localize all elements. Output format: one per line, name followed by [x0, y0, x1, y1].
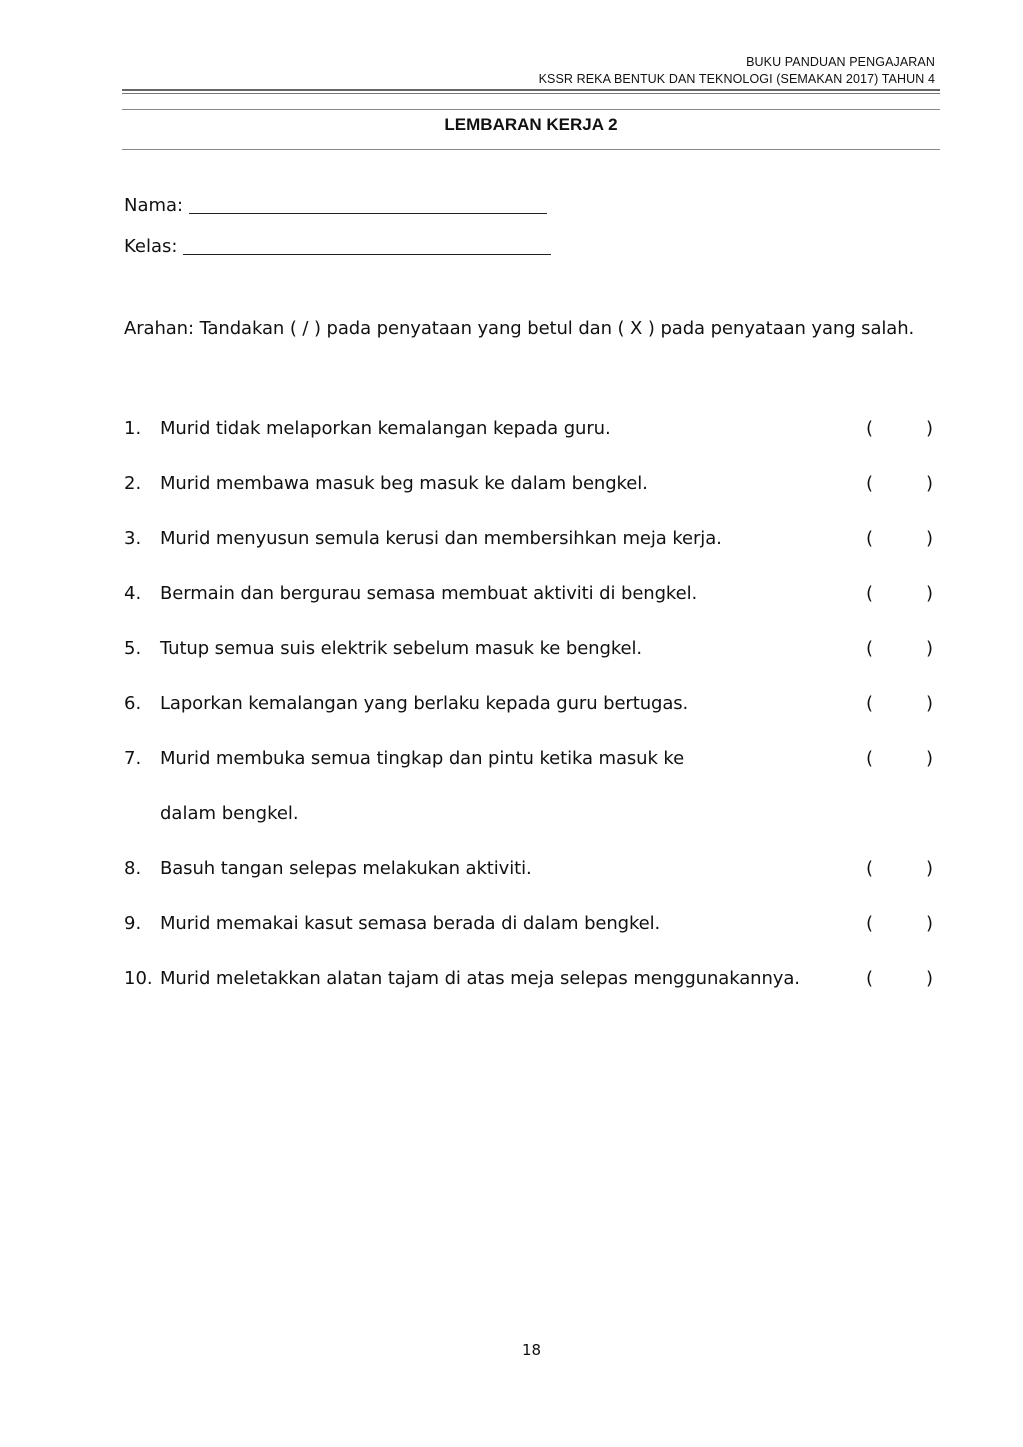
- answer-box-close[interactable]: ): [926, 638, 934, 659]
- question-item: [124, 418, 936, 444]
- title-rule-top: [122, 109, 940, 110]
- question-number: 9.: [124, 913, 142, 934]
- question-number: 7.: [124, 748, 142, 769]
- class-label: Kelas:: [124, 236, 178, 257]
- question-text: Tutup semua suis elektrik sebelum masuk ke bengkel.: [160, 638, 642, 659]
- question-item: [124, 638, 936, 664]
- question-number: 4.: [124, 583, 142, 604]
- answer-box-open[interactable]: (: [866, 583, 874, 604]
- header-rule-thin: [122, 93, 940, 94]
- question-item: [124, 748, 936, 774]
- question-number: 5.: [124, 638, 142, 659]
- question-text: Laporkan kemalangan yang berlaku kepada guru bertugas.: [160, 693, 689, 714]
- name-blank-line[interactable]: [189, 195, 547, 214]
- question-number: 2.: [124, 473, 142, 494]
- header-subject: KSSR REKA BENTUK DAN TEKNOLOGI (SEMAKAN 2017) TAHUN 4: [538, 72, 935, 86]
- answer-box-open[interactable]: (: [866, 748, 874, 769]
- name-field: [124, 195, 547, 216]
- question-number: 10.: [124, 968, 153, 989]
- question-text-continuation: dalam bengkel.: [160, 803, 299, 824]
- answer-box-open[interactable]: (: [866, 418, 874, 439]
- question-item: [124, 858, 936, 884]
- question-item: [124, 528, 936, 554]
- answer-box-open[interactable]: (: [866, 858, 874, 879]
- name-label: Nama:: [124, 195, 184, 216]
- question-item: [124, 968, 936, 994]
- answer-box-open[interactable]: (: [866, 638, 874, 659]
- question-item: [124, 473, 936, 499]
- question-text: Murid memakai kasut semasa berada di dalam bengkel.: [160, 913, 661, 934]
- answer-box-close[interactable]: ): [926, 858, 934, 879]
- answer-box-open[interactable]: (: [866, 528, 874, 549]
- header-book-title: BUKU PANDUAN PENGAJARAN: [746, 55, 935, 69]
- answer-box-open[interactable]: (: [866, 473, 874, 494]
- question-text: Murid meletakkan alatan tajam di atas meja selepas menggunakannya.: [160, 968, 800, 989]
- question-text: Basuh tangan selepas melakukan aktiviti.: [160, 858, 532, 879]
- question-text: Murid membuka semua tingkap dan pintu ketika masuk ke: [160, 748, 685, 769]
- worksheet-title: LEMBARAN KERJA 2: [444, 115, 618, 134]
- answer-box-close[interactable]: ): [926, 473, 934, 494]
- answer-box-close[interactable]: ): [926, 583, 934, 604]
- question-number: 1.: [124, 418, 142, 439]
- answer-box-open[interactable]: (: [866, 693, 874, 714]
- question-number: 6.: [124, 693, 142, 714]
- answer-box-open[interactable]: (: [866, 968, 874, 989]
- answer-box-close[interactable]: ): [926, 968, 934, 989]
- question-text: Murid menyusun semula kerusi dan membersihkan meja kerja.: [160, 528, 722, 549]
- question-item: [124, 913, 936, 939]
- question-item: [124, 693, 936, 719]
- instruction-text: Arahan: Tandakan ( / ) pada penyataan yang betul dan ( X ) pada penyataan yang salah.: [124, 318, 915, 339]
- header-rule-thick: [122, 89, 940, 91]
- answer-box-close[interactable]: ): [926, 748, 934, 769]
- question-text: Murid membawa masuk beg masuk ke dalam bengkel.: [160, 473, 648, 494]
- question-number: 3.: [124, 528, 142, 549]
- question-text: Bermain dan bergurau semasa membuat aktiviti di bengkel.: [160, 583, 698, 604]
- answer-box-close[interactable]: ): [926, 528, 934, 549]
- question-text: Murid tidak melaporkan kemalangan kepada guru.: [160, 418, 611, 439]
- answer-box-close[interactable]: ): [926, 693, 934, 714]
- answer-box-close[interactable]: ): [926, 418, 934, 439]
- class-blank-line[interactable]: [183, 236, 551, 255]
- answer-box-open[interactable]: (: [866, 913, 874, 934]
- answer-box-close[interactable]: ): [926, 913, 934, 934]
- title-rule-bottom: [122, 149, 940, 150]
- question-item: [124, 583, 936, 609]
- question-number: 8.: [124, 858, 142, 879]
- class-field: [124, 236, 551, 257]
- page-number: 18: [521, 1341, 542, 1359]
